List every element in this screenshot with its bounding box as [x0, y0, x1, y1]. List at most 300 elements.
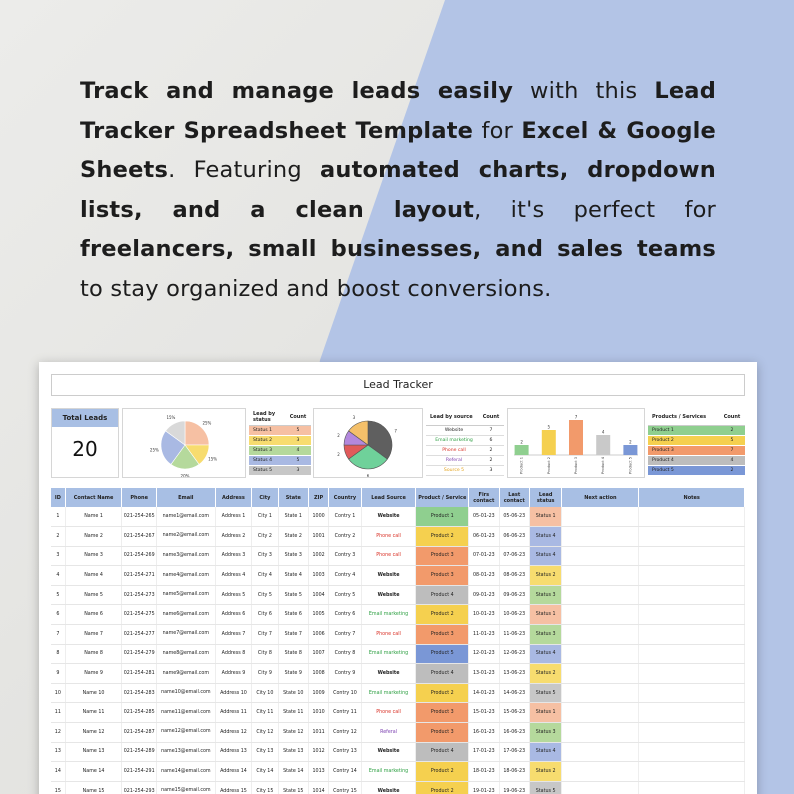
column-header[interactable]: Country: [329, 488, 361, 507]
row-label: Status 5: [253, 468, 273, 473]
table-cell[interactable]: Phone call: [361, 703, 416, 723]
table-cell[interactable]: Name 6: [65, 605, 122, 625]
table-cell[interactable]: Name 13: [65, 742, 122, 762]
mini-table-row: [426, 446, 504, 456]
table-cell[interactable]: 2: [51, 527, 65, 547]
table-cell[interactable]: 021-254-265: [122, 507, 156, 527]
table-cell[interactable]: City 8: [252, 644, 278, 664]
table-cell[interactable]: [562, 507, 639, 527]
table-cell[interactable]: name4@email.com: [156, 566, 215, 586]
table-cell[interactable]: 1002: [308, 546, 328, 566]
table-cell[interactable]: City 7: [252, 625, 278, 645]
status-pie-svg: [123, 409, 245, 477]
column-header[interactable]: Lead Source: [361, 488, 416, 507]
column-header[interactable]: Product / Service: [416, 488, 469, 507]
table-cell[interactable]: City 2: [252, 527, 278, 547]
table-row: [51, 644, 745, 664]
status-pie-label: 25%: [149, 447, 159, 453]
table-cell[interactable]: Contry 7: [329, 625, 361, 645]
table-cell[interactable]: Phone call: [361, 527, 416, 547]
table-cell[interactable]: Website: [361, 566, 416, 586]
table-cell[interactable]: 13: [51, 742, 65, 762]
table-cell[interactable]: 18-01-23: [469, 762, 499, 782]
table-cell[interactable]: Name 5: [65, 585, 122, 605]
status-table: [249, 408, 311, 476]
table-cell[interactable]: Address 8: [215, 644, 252, 664]
table-cell[interactable]: 05-06-23: [499, 507, 529, 527]
table-cell[interactable]: [639, 781, 745, 794]
table-cell[interactable]: Website: [361, 781, 416, 794]
table-cell[interactable]: Website: [361, 507, 416, 527]
row-count: 5: [296, 428, 300, 433]
table-cell[interactable]: 1: [51, 507, 65, 527]
headline-part: Lead Tracker Spreadsheet Template: [80, 78, 716, 144]
table-cell[interactable]: Product 3: [416, 546, 469, 566]
table-cell[interactable]: City 15: [252, 781, 278, 794]
table-cell[interactable]: 021-254-293: [122, 781, 156, 794]
table-cell[interactable]: State 13: [278, 742, 308, 762]
column-header[interactable]: Lead status: [529, 488, 561, 507]
table-cell[interactable]: [562, 644, 639, 664]
table-cell[interactable]: 021-254-283: [122, 683, 156, 703]
table-cell[interactable]: 1014: [308, 781, 328, 794]
row-count: 7: [489, 428, 493, 433]
table-cell[interactable]: 7: [51, 625, 65, 645]
table-row: [51, 625, 745, 645]
table-cell[interactable]: 14-01-23: [469, 683, 499, 703]
table-cell[interactable]: Product 3: [416, 566, 469, 586]
table-cell[interactable]: 1004: [308, 585, 328, 605]
table-cell[interactable]: Address 7: [215, 625, 252, 645]
table-cell[interactable]: City 4: [252, 566, 278, 586]
row-label: Status 2: [253, 438, 273, 443]
table-cell[interactable]: Phone call: [361, 625, 416, 645]
table-cell[interactable]: Product 1: [416, 507, 469, 527]
table-cell[interactable]: Address 9: [215, 664, 252, 684]
table-cell[interactable]: Product 3: [416, 625, 469, 645]
table-cell[interactable]: name8@email.com: [156, 644, 215, 664]
header-count: Count: [723, 413, 741, 420]
table-cell[interactable]: 8: [51, 644, 65, 664]
table-cell[interactable]: name13@email.com: [156, 742, 215, 762]
table-cell[interactable]: 021-254-267: [122, 527, 156, 547]
table-cell[interactable]: Product 4: [416, 664, 469, 684]
table-cell[interactable]: 021-254-281: [122, 664, 156, 684]
table-cell[interactable]: Email marketing: [361, 644, 416, 664]
table-cell[interactable]: Contry 13: [329, 742, 361, 762]
table-cell[interactable]: Phone call: [361, 546, 416, 566]
table-cell[interactable]: 1001: [308, 527, 328, 547]
table-cell[interactable]: 1008: [308, 664, 328, 684]
table-cell[interactable]: State 15: [278, 781, 308, 794]
column-header[interactable]: Next action: [562, 488, 639, 507]
table-cell[interactable]: Status 1: [529, 703, 561, 723]
table-cell[interactable]: name11@email.com: [156, 703, 215, 723]
table-cell[interactable]: 021-254-271: [122, 566, 156, 586]
table-cell[interactable]: 021-254-285: [122, 703, 156, 723]
table-row: [51, 585, 745, 605]
table-cell[interactable]: 021-254-289: [122, 742, 156, 762]
table-cell[interactable]: Product 5: [416, 644, 469, 664]
table-cell[interactable]: 07-06-23: [499, 546, 529, 566]
table-cell[interactable]: Name 2: [65, 527, 122, 547]
table-cell[interactable]: 1005: [308, 605, 328, 625]
table-cell[interactable]: 13-01-23: [469, 664, 499, 684]
table-cell[interactable]: Address 6: [215, 605, 252, 625]
table-cell[interactable]: Status 5: [529, 781, 561, 794]
table-cell[interactable]: name1@email.com: [156, 507, 215, 527]
row-label: Status 4: [253, 458, 273, 463]
table-cell[interactable]: 11-06-23: [499, 625, 529, 645]
table-cell[interactable]: City 1: [252, 507, 278, 527]
source-pie-label: 3: [352, 414, 356, 420]
table-cell[interactable]: State 3: [278, 546, 308, 566]
table-cell[interactable]: 021-254-273: [122, 585, 156, 605]
table-cell[interactable]: Address 10: [215, 683, 252, 703]
table-cell[interactable]: Product 4: [416, 585, 469, 605]
table-cell[interactable]: name7@email.com: [156, 625, 215, 645]
table-cell[interactable]: Name 15: [65, 781, 122, 794]
table-cell[interactable]: 1000: [308, 507, 328, 527]
table-cell[interactable]: 10: [51, 683, 65, 703]
table-cell[interactable]: name9@email.com: [156, 664, 215, 684]
table-cell[interactable]: [639, 546, 745, 566]
table-cell[interactable]: State 12: [278, 723, 308, 743]
table-cell[interactable]: 1010: [308, 703, 328, 723]
table-cell[interactable]: [639, 527, 745, 547]
table-cell[interactable]: Email marketing: [361, 762, 416, 782]
table-cell[interactable]: name2@email.com: [156, 527, 215, 547]
mini-table-row: [426, 456, 504, 466]
table-cell[interactable]: City 10: [252, 683, 278, 703]
table-row: [51, 742, 745, 762]
table-cell[interactable]: [562, 625, 639, 645]
table-cell[interactable]: [639, 723, 745, 743]
row-count: 3: [489, 468, 493, 473]
mini-table-row: [648, 426, 745, 436]
table-cell[interactable]: State 4: [278, 566, 308, 586]
table-cell[interactable]: Contry 9: [329, 664, 361, 684]
table-cell[interactable]: [639, 625, 745, 645]
table-cell[interactable]: 1006: [308, 625, 328, 645]
row-label: Product 1: [652, 428, 674, 433]
row-label: Product 3: [652, 448, 674, 453]
header-label: Lead by status: [253, 410, 276, 423]
table-cell[interactable]: 4: [51, 566, 65, 586]
table-cell[interactable]: Product 2: [416, 781, 469, 794]
table-cell[interactable]: Status 4: [529, 644, 561, 664]
headline-part: Excel & Google Sheets: [80, 117, 717, 183]
table-cell[interactable]: City 13: [252, 742, 278, 762]
table-cell[interactable]: 16-06-23: [499, 723, 529, 743]
source-pie-svg: [314, 409, 422, 477]
table-cell[interactable]: Address 1: [215, 507, 252, 527]
table-cell[interactable]: Status 1: [529, 605, 561, 625]
table-cell[interactable]: Name 3: [65, 546, 122, 566]
table-cell[interactable]: Product 4: [416, 742, 469, 762]
table-cell[interactable]: [562, 664, 639, 684]
header-label: Lead by source: [430, 413, 473, 420]
table-cell[interactable]: 19-06-23: [499, 781, 529, 794]
source-pie-label: 6: [366, 473, 370, 477]
table-cell[interactable]: Product 2: [416, 683, 469, 703]
bar: [596, 435, 610, 455]
table-cell[interactable]: [562, 742, 639, 762]
table-cell[interactable]: Status 2: [529, 762, 561, 782]
table-cell[interactable]: 14-06-23: [499, 683, 529, 703]
table-cell[interactable]: 06-01-23: [469, 527, 499, 547]
table-cell[interactable]: 1009: [308, 683, 328, 703]
table-cell[interactable]: Name 10: [65, 683, 122, 703]
table-cell[interactable]: Status 2: [529, 664, 561, 684]
table-cell[interactable]: [562, 703, 639, 723]
table-cell[interactable]: Address 13: [215, 742, 252, 762]
table-cell[interactable]: [639, 664, 745, 684]
table-cell[interactable]: Contry 3: [329, 546, 361, 566]
column-header[interactable]: Email: [156, 488, 215, 507]
table-cell[interactable]: State 14: [278, 762, 308, 782]
table-cell[interactable]: Product 2: [416, 527, 469, 547]
table-cell[interactable]: Product 3: [416, 703, 469, 723]
table-cell[interactable]: [639, 683, 745, 703]
column-header[interactable]: Address: [215, 488, 252, 507]
table-cell[interactable]: Name 4: [65, 566, 122, 586]
table-cell[interactable]: Status 5: [529, 683, 561, 703]
column-header[interactable]: Notes: [639, 488, 745, 507]
table-cell[interactable]: State 5: [278, 585, 308, 605]
table-cell[interactable]: Contry 5: [329, 585, 361, 605]
table-cell[interactable]: 05-01-23: [469, 507, 499, 527]
column-header[interactable]: ID: [51, 488, 65, 507]
table-cell[interactable]: City 5: [252, 585, 278, 605]
table-cell[interactable]: Email marketing: [361, 605, 416, 625]
table-cell[interactable]: Address 2: [215, 527, 252, 547]
table-cell[interactable]: State 9: [278, 664, 308, 684]
table-cell[interactable]: Email marketing: [361, 683, 416, 703]
table-cell[interactable]: State 6: [278, 605, 308, 625]
table-cell[interactable]: 17-01-23: [469, 742, 499, 762]
column-header[interactable]: Contact Name: [65, 488, 122, 507]
table-cell[interactable]: 11-01-23: [469, 625, 499, 645]
table-cell[interactable]: Status 3: [529, 625, 561, 645]
mini-table-row: [249, 456, 311, 466]
table-cell[interactable]: [639, 703, 745, 723]
table-cell[interactable]: Address 5: [215, 585, 252, 605]
table-cell[interactable]: Name 11: [65, 703, 122, 723]
table-cell[interactable]: [562, 585, 639, 605]
table-cell[interactable]: 12: [51, 723, 65, 743]
table-cell[interactable]: Status 3: [529, 585, 561, 605]
table-cell[interactable]: Contry 1: [329, 507, 361, 527]
table-cell[interactable]: Address 12: [215, 723, 252, 743]
table-cell[interactable]: 14: [51, 762, 65, 782]
table-cell[interactable]: Name 8: [65, 644, 122, 664]
table-cell[interactable]: Status 4: [529, 527, 561, 547]
table-cell[interactable]: [562, 723, 639, 743]
table-cell[interactable]: Contry 8: [329, 644, 361, 664]
table-cell[interactable]: State 2: [278, 527, 308, 547]
table-cell[interactable]: [562, 566, 639, 586]
table-cell[interactable]: Name 7: [65, 625, 122, 645]
table-cell[interactable]: Address 4: [215, 566, 252, 586]
row-count: 7: [730, 448, 734, 453]
table-cell[interactable]: Address 3: [215, 546, 252, 566]
table-cell[interactable]: Name 12: [65, 723, 122, 743]
table-cell[interactable]: [639, 507, 745, 527]
table-cell[interactable]: 1012: [308, 742, 328, 762]
status-pie-label: 15%: [166, 414, 176, 420]
column-header[interactable]: Last contact: [499, 488, 529, 507]
table-cell[interactable]: Contry 15: [329, 781, 361, 794]
table-cell[interactable]: State 11: [278, 703, 308, 723]
source-pie-label: 2: [337, 452, 340, 458]
table-cell[interactable]: 5: [51, 585, 65, 605]
table-cell[interactable]: Contry 10: [329, 683, 361, 703]
table-cell[interactable]: 18-06-23: [499, 762, 529, 782]
table-cell[interactable]: State 8: [278, 644, 308, 664]
table-cell[interactable]: State 10: [278, 683, 308, 703]
table-cell[interactable]: [639, 742, 745, 762]
table-cell[interactable]: [639, 605, 745, 625]
table-cell[interactable]: [639, 585, 745, 605]
table-cell[interactable]: [562, 546, 639, 566]
column-header[interactable]: Firs contact: [469, 488, 499, 507]
table-cell[interactable]: name10@email.com: [156, 683, 215, 703]
table-cell[interactable]: Product 2: [416, 605, 469, 625]
table-cell[interactable]: 11: [51, 703, 65, 723]
bar-value-label: 5: [547, 424, 551, 430]
table-cell[interactable]: [639, 762, 745, 782]
table-cell[interactable]: 021-254-291: [122, 762, 156, 782]
source-pie-chart: [313, 408, 423, 478]
table-cell[interactable]: name3@email.com: [156, 546, 215, 566]
table-cell[interactable]: State 7: [278, 625, 308, 645]
table-cell[interactable]: name14@email.com: [156, 762, 215, 782]
table-cell[interactable]: 06-06-23: [499, 527, 529, 547]
table-cell[interactable]: [562, 762, 639, 782]
table-cell[interactable]: 10-06-23: [499, 605, 529, 625]
table-cell[interactable]: 09-06-23: [499, 585, 529, 605]
table-cell[interactable]: Address 14: [215, 762, 252, 782]
table-cell[interactable]: name6@email.com: [156, 605, 215, 625]
table-cell[interactable]: Address 11: [215, 703, 252, 723]
table-cell[interactable]: 6: [51, 605, 65, 625]
table-cell[interactable]: Website: [361, 742, 416, 762]
row-label: Status 1: [253, 428, 273, 433]
table-cell[interactable]: Name 14: [65, 762, 122, 782]
table-cell[interactable]: 12-01-23: [469, 644, 499, 664]
row-count: 6: [489, 438, 493, 443]
table-cell[interactable]: Status 1: [529, 507, 561, 527]
table-cell[interactable]: 17-06-23: [499, 742, 529, 762]
table-cell[interactable]: Status 4: [529, 546, 561, 566]
column-header[interactable]: ZIP: [308, 488, 328, 507]
table-cell[interactable]: Contry 12: [329, 723, 361, 743]
products-bar-chart: [507, 408, 645, 478]
table-cell[interactable]: 021-254-287: [122, 723, 156, 743]
table-cell[interactable]: Contry 2: [329, 527, 361, 547]
table-cell[interactable]: City 11: [252, 703, 278, 723]
table-cell[interactable]: City 3: [252, 546, 278, 566]
table-cell[interactable]: City 6: [252, 605, 278, 625]
table-cell[interactable]: 15-01-23: [469, 703, 499, 723]
table-row: [51, 781, 745, 794]
table-cell[interactable]: [562, 781, 639, 794]
table-cell[interactable]: Contry 4: [329, 566, 361, 586]
column-header[interactable]: City: [252, 488, 278, 507]
table-cell[interactable]: 15: [51, 781, 65, 794]
table-cell[interactable]: [639, 566, 745, 586]
table-cell[interactable]: [639, 644, 745, 664]
row-count: 4: [296, 448, 300, 453]
mini-table-row: [426, 436, 504, 446]
table-cell[interactable]: 1013: [308, 762, 328, 782]
table-cell[interactable]: 15-06-23: [499, 703, 529, 723]
table-cell[interactable]: 1003: [308, 566, 328, 586]
table-cell[interactable]: Status 3: [529, 723, 561, 743]
table-cell[interactable]: Status 4: [529, 742, 561, 762]
mini-table-row: [249, 466, 311, 476]
table-cell[interactable]: 021-254-277: [122, 625, 156, 645]
table-cell[interactable]: name5@email.com: [156, 585, 215, 605]
table-cell[interactable]: City 9: [252, 664, 278, 684]
table-cell[interactable]: City 12: [252, 723, 278, 743]
table-cell[interactable]: 3: [51, 546, 65, 566]
table-cell[interactable]: Status 2: [529, 566, 561, 586]
table-cell[interactable]: Product 3: [416, 723, 469, 743]
table-cell[interactable]: 08-01-23: [469, 566, 499, 586]
column-header[interactable]: State: [278, 488, 308, 507]
table-cell[interactable]: Name 1: [65, 507, 122, 527]
table-cell[interactable]: 9: [51, 664, 65, 684]
table-cell[interactable]: 1007: [308, 644, 328, 664]
table-cell[interactable]: Address 15: [215, 781, 252, 794]
table-cell[interactable]: Contry 6: [329, 605, 361, 625]
table-cell[interactable]: [562, 683, 639, 703]
table-cell[interactable]: 10-01-23: [469, 605, 499, 625]
table-cell[interactable]: 12-06-23: [499, 644, 529, 664]
row-label: Product 4: [652, 458, 674, 463]
table-cell[interactable]: 021-254-275: [122, 605, 156, 625]
table-cell[interactable]: State 1: [278, 507, 308, 527]
table-cell[interactable]: Product 2: [416, 762, 469, 782]
table-cell[interactable]: 021-254-279: [122, 644, 156, 664]
table-cell[interactable]: [562, 605, 639, 625]
table-cell[interactable]: 16-01-23: [469, 723, 499, 743]
table-cell[interactable]: City 14: [252, 762, 278, 782]
table-cell[interactable]: 19-01-23: [469, 781, 499, 794]
table-cell[interactable]: 09-01-23: [469, 585, 499, 605]
table-cell[interactable]: 1011: [308, 723, 328, 743]
table-cell[interactable]: Website: [361, 585, 416, 605]
table-cell[interactable]: name15@email.com: [156, 781, 215, 794]
table-cell[interactable]: Referal: [361, 723, 416, 743]
table-cell[interactable]: 13-06-23: [499, 664, 529, 684]
table-cell[interactable]: 08-06-23: [499, 566, 529, 586]
column-header[interactable]: Phone: [122, 488, 156, 507]
table-cell[interactable]: Name 9: [65, 664, 122, 684]
table-cell[interactable]: name12@email.com: [156, 723, 215, 743]
row-label: Product 5: [652, 468, 674, 473]
table-cell[interactable]: 021-254-269: [122, 546, 156, 566]
table-cell[interactable]: Website: [361, 664, 416, 684]
bar-value-label: 2: [520, 439, 523, 445]
table-cell[interactable]: [562, 527, 639, 547]
table-cell[interactable]: Contry 14: [329, 762, 361, 782]
bar-value-label: 2: [629, 439, 632, 445]
table-cell[interactable]: 07-01-23: [469, 546, 499, 566]
table-cell[interactable]: Contry 11: [329, 703, 361, 723]
